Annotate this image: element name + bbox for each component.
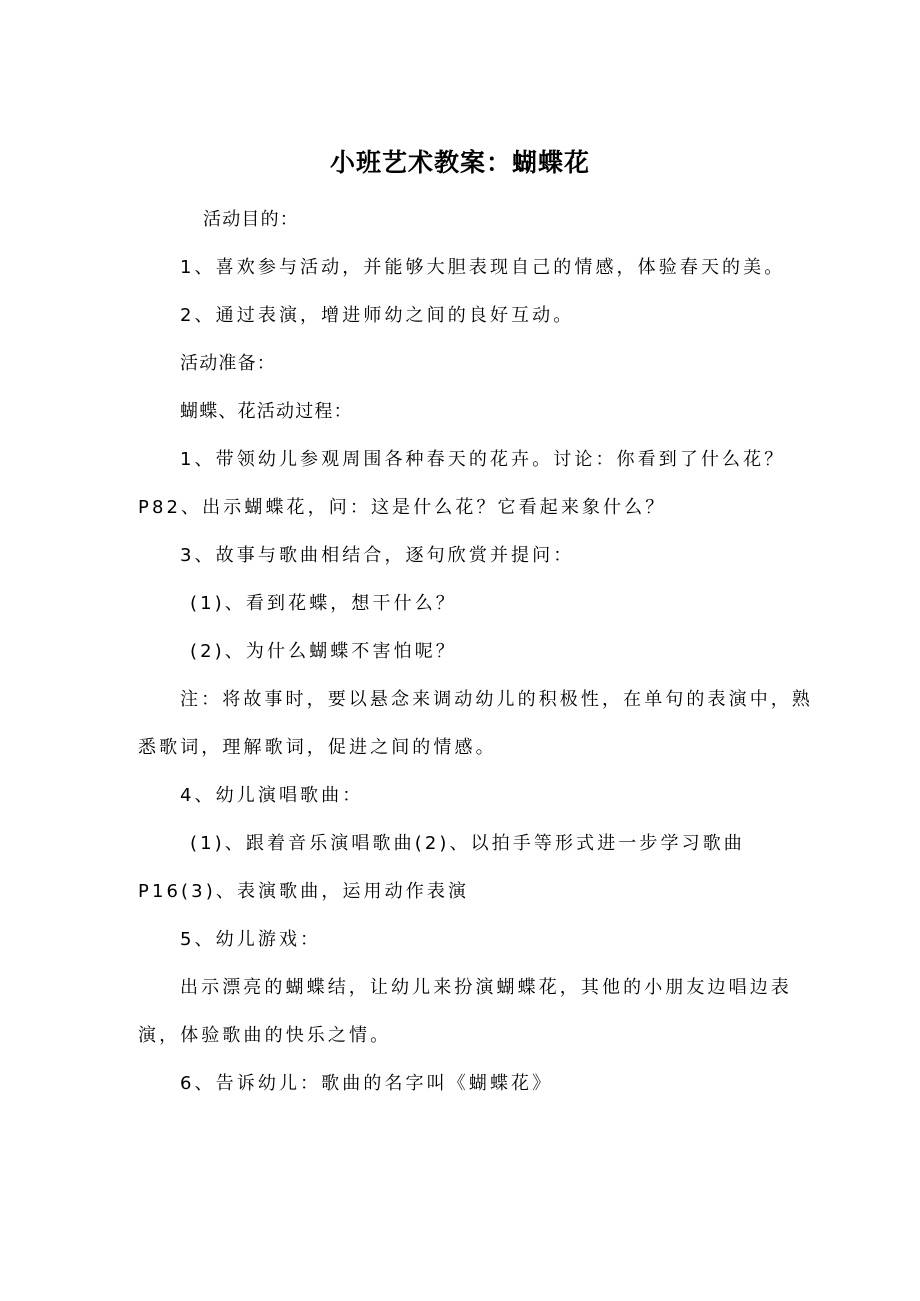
page-title: 小班艺术教案：蝴蝶花 <box>329 148 590 177</box>
section-heading-preparation: 活动准备： <box>180 353 276 374</box>
note-paragraph-line-2: 悉歌词，理解歌词，促进之间的情感。 <box>138 737 497 758</box>
note-paragraph-line-1: 注：将故事时，要以悬念来调动幼儿的积极性，在单句的表演中，熟 <box>180 689 813 710</box>
process-step-3: 3、故事与歌曲相结合，逐句欣赏并提问： <box>180 545 575 566</box>
singing-item-1-2: (1)、跟着音乐演唱歌曲(2)、以拍手等形式进一步学习歌曲 <box>190 833 745 854</box>
singing-item-3: P16(3)、表演歌曲，运用动作表演 <box>138 881 470 902</box>
game-paragraph-line-2: 演，体验歌曲的快乐之情。 <box>138 1025 392 1046</box>
game-paragraph-line-1: 出示漂亮的蝴蝶结，让幼儿来扮演蝴蝶花，其他的小朋友边唱边表 <box>180 977 792 998</box>
objective-item-2: 2、通过表演，增进师幼之间的良好互动。 <box>180 305 575 326</box>
question-item-1: (1)、看到花蝶，想干什么？ <box>190 593 457 614</box>
process-step-2: P82、出示蝴蝶花，问：这是什么花？它看起来象什么？ <box>138 497 667 518</box>
process-step-6: 6、告诉幼儿：歌曲的名字叫《蝴蝶花》 <box>180 1073 554 1094</box>
process-step-1: 1、带领幼儿参观周围各种春天的花卉。讨论：你看到了什么花？ <box>180 449 786 470</box>
question-item-2: (2)、为什么蝴蝶不害怕呢？ <box>190 641 457 662</box>
process-step-5: 5、幼儿游戏： <box>180 929 322 950</box>
section-heading-objectives: 活动目的： <box>203 209 299 230</box>
process-step-4: 4、幼儿演唱歌曲： <box>180 785 364 806</box>
objective-item-1: 1、喜欢参与活动，并能够大胆表现自己的情感，体验春天的美。 <box>180 257 786 278</box>
section-heading-process: 蝴蝶、花活动过程： <box>180 401 353 422</box>
